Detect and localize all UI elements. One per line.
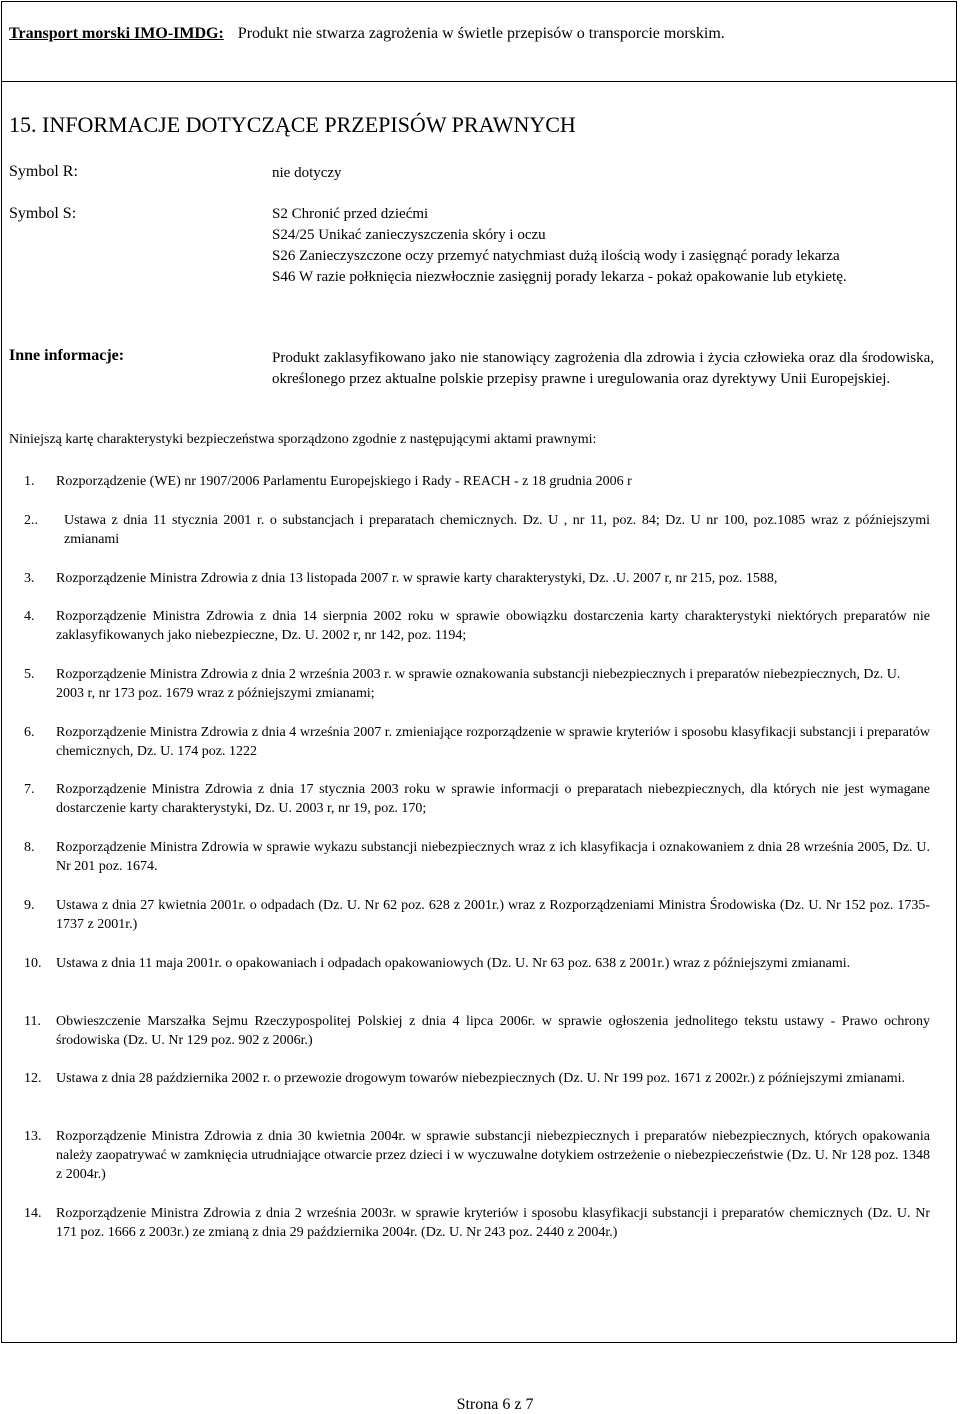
item-number: 2..	[24, 513, 38, 528]
transport-row	[9, 25, 725, 43]
item-text: Ustawa z dnia 11 stycznia 2001 r. o substancjach i preparatach chemicznych. Dz. U , nr 11, poz. 84; Dz. U nr 100, poz.1085 wraz z późniejszymi zmianami	[64, 513, 930, 547]
item-number: 14.	[24, 1206, 42, 1221]
item-text: Rozporządzenie Ministra Zdrowia z dnia 2 września 2003r. w sprawie kryteriów i sposobu klasyfikacji substancji i preparatów chemicznych (Dz. U. Nr 171 poz. 1666 z 2003r.) ze zmianą z dnia 29 października 2004r. (Dz. U. Nr 243 poz. 2440 z 2004r.)	[56, 1206, 930, 1240]
item-text: Ustawa z dnia 27 kwietnia 2001r. o odpadach (Dz. U. Nr 62 poz. 628 z 2001r.) wraz z Rozporządzeniami Ministra Środowiska (Dz. U. Nr 152 poz. 1735-1737 z 2001r.)	[56, 898, 930, 932]
item-number: 9.	[24, 898, 35, 913]
item-text: Ustawa z dnia 11 maja 2001r. o opakowaniach i odpadach opakowaniowych (Dz. U. Nr 63 poz. 638 z 2001r.) wraz z późniejszymi zmianami.	[56, 956, 851, 971]
item-number: 7.	[24, 782, 35, 797]
item-number: 10.	[24, 956, 42, 971]
item-text: Rozporządzenie Ministra Zdrowia z dnia 17 stycznia 2003 roku w sprawie informacji o preparatach niebezpiecznych, dla których nie jest wymagane dostarczenie karty charakterystyki, Dz. U. 2003 r, nr 19, poz. 170;	[56, 782, 930, 816]
item-text: Rozporządzenie Ministra Zdrowia z dnia 13 listopada 2007 r. w sprawie karty charakterystyki, Dz. .U. 2007 r, nr 215, poz. 1588,	[56, 571, 778, 586]
item-text: Obwieszczenie Marszałka Sejmu Rzeczypospolitej Polskiej z dnia 4 lipca 2006r. w sprawie ogłoszenia jednolitego tekstu ustawy - Prawo ochrony środowiska (Dz. U. Nr 129 poz. 902 z 2006r.)	[56, 1014, 930, 1048]
section-title: 15. INFORMACJE DOTYCZĄCE PRZEPISÓW PRAWNYCH	[9, 112, 576, 137]
item-text: Rozporządzenie (WE) nr 1907/2006 Parlamentu Europejskiego i Rady - REACH - z 18 grudnia 2006 r	[56, 474, 632, 489]
item-number: 8.	[24, 840, 35, 855]
item-number: 11.	[24, 1014, 41, 1029]
s-phrase: S26 Zanieczyszczone oczy przemyć natychmiast dużą ilością wody i zasięgnąć porady lekarza	[272, 248, 840, 264]
transport-label: Transport morski IMO-IMDG:	[9, 25, 224, 42]
intro-text: Niniejszą kartę charakterystyki bezpieczeństwa sporządzono zgodnie z następującymi aktami prawnymi:	[9, 432, 597, 447]
symbol-s-value	[272, 204, 932, 288]
symbol-r-value: nie dotyczy	[272, 165, 342, 181]
s-phrase: S46 W razie połknięcia niezwłocznie zasięgnij porady lekarza - pokaż opakowanie lub etykietę.	[272, 269, 847, 285]
item-number: 3.	[24, 571, 35, 586]
s-phrase: S2 Chronić przed dziećmi	[272, 206, 429, 222]
item-text: Rozporządzenie Ministra Zdrowia z dnia 4 września 2007 r. zmieniające rozporządzenie w sprawie kryteriów i sposobu klasyfikacji substancji i preparatów chemicznych, Dz. U. 174 poz. 1222	[56, 725, 930, 759]
transport-value: Produkt nie stwarza zagrożenia w świetle przepisów o transporcie morskim.	[237, 25, 725, 42]
item-number: 13.	[24, 1129, 42, 1144]
item-number: 4.	[24, 609, 35, 624]
item-text: Ustawa z dnia 28 października 2002 r. o przewozie drogowym towarów niebezpiecznych (Dz. U. Nr 199 poz. 1671 z 2002r.) z późniejszymi zmianami.	[56, 1071, 906, 1086]
item-text: Rozporządzenie Ministra Zdrowia z dnia 14 sierpnia 2002 roku w sprawie obowiązku dostarczenia karty charakterystyki niektórych preparatów nie zaklasyfikowanych jako niebezpieczne, Dz. U. 2002 r, nr 142, poz. 1194;	[56, 609, 930, 643]
other-info-label: Inne informacje:	[9, 347, 125, 364]
s-phrase: S24/25 Unikać zanieczyszczenia skóry i oczu	[272, 227, 546, 243]
item-text: Rozporządzenie Ministra Zdrowia z dnia 2 września 2003 r. w sprawie oznakowania substancji niebezpiecznych i preparatów niebezpiecznych, Dz. U. 2003 r, nr 173 poz. 1679 wraz z późniejszymi zmianami;	[56, 667, 901, 701]
item-number: 12.	[24, 1071, 42, 1086]
divider	[1, 81, 957, 82]
item-text: Rozporządzenie Ministra Zdrowia w sprawie wykazu substancji niebezpiecznych wraz z ich klasyfikacja i oznakowaniem z dnia 28 września 2005, Dz. U. Nr 201 poz. 1674.	[56, 840, 930, 874]
page-number: Strona 6 z 7	[456, 1396, 534, 1413]
other-info-value: Produkt zaklasyfikowano jako nie stanowiący zagrożenia dla zdrowia i życia człowieka oraz dla środowiska, określonego przez aktualne polskie przepisy prawne i uregulowania oraz dyrektywy Unii Europejskiej.	[272, 350, 934, 387]
item-number: 6.	[24, 725, 35, 740]
item-number: 5.	[24, 667, 35, 682]
symbol-r-label: Symbol R:	[9, 163, 78, 180]
item-text: Rozporządzenie Ministra Zdrowia z dnia 30 kwietnia 2004r. w sprawie substancji niebezpiecznych i preparatów niebezpiecznych, których opakowania należy zaopatrywać w zamknięcia utrudniające otwarcie przez dzieci i w wyczuwalne dotykiem ostrzeżenie o niebezpieczeństwie (Dz. U. Nr 128 poz. 1348 z 2004r.)	[56, 1129, 930, 1182]
symbol-s-label: Symbol S:	[9, 205, 77, 222]
item-number: 1.	[24, 474, 35, 489]
